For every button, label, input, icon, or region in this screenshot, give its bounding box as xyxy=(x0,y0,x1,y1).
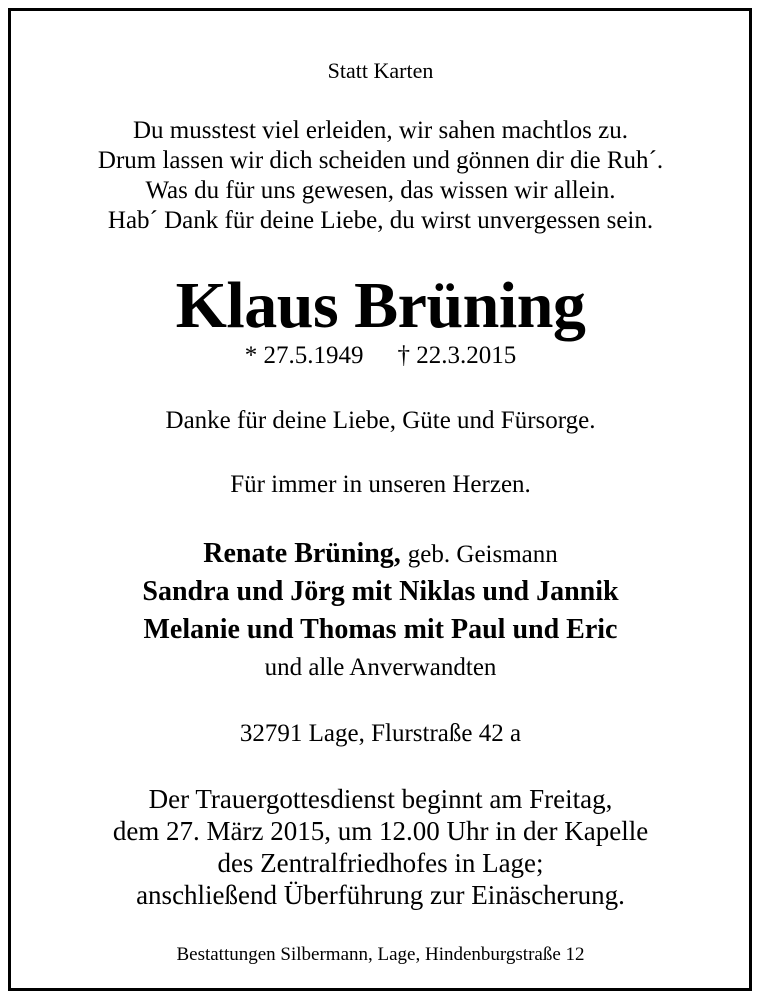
deceased-name: Klaus Brüning xyxy=(175,269,586,342)
service-line: des Zentralfriedhofes in Lage; xyxy=(217,848,544,878)
family-line: Melanie und Thomas mit Paul und Eric xyxy=(143,614,618,645)
thanks-text: Danke für deine Liebe, Güte und Fürsorge. xyxy=(165,407,596,434)
service-line: anschließend Überführung zur Einäscherung. xyxy=(136,880,625,910)
undertaker-text: Bestattungen Silbermann, Lage, Hindenburgstraße 12 xyxy=(176,944,585,965)
verse-line: Was du für uns gewesen, das wissen wir allein. xyxy=(145,177,616,204)
address: 32791 Lage, Flurstraße 42 a xyxy=(239,720,522,747)
family-line-spouse xyxy=(0,540,761,568)
service-line: Der Trauergottesdienst beginnt am Freitag, xyxy=(148,784,613,814)
spouse-maiden-name: geb. Geismann xyxy=(407,541,558,568)
spouse-name: Renate Brüning, xyxy=(203,538,401,569)
verse-line: Du musstest viel erleiden, wir sahen machtlos zu. xyxy=(132,117,629,144)
verse-line: Drum lassen wir dich scheiden und gönnen dir die Ruh´. xyxy=(97,147,664,174)
verse-line: Hab´ Dank für deine Liebe, du wirst unvergessen sein. xyxy=(107,207,654,234)
birth-date: * 27.5.1949 xyxy=(244,342,364,369)
death-date: † 22.3.2015 xyxy=(397,342,517,369)
forever-text: Für immer in unseren Herzen. xyxy=(230,471,531,498)
life-dates xyxy=(0,343,761,368)
family-line: Sandra und Jörg mit Niklas und Jannik xyxy=(142,576,619,607)
relatives-text: und alle Anverwandten xyxy=(264,654,497,681)
intro-text: Statt Karten xyxy=(327,58,434,83)
service-line: dem 27. März 2015, um 12.00 Uhr in der Kapelle xyxy=(112,816,649,846)
